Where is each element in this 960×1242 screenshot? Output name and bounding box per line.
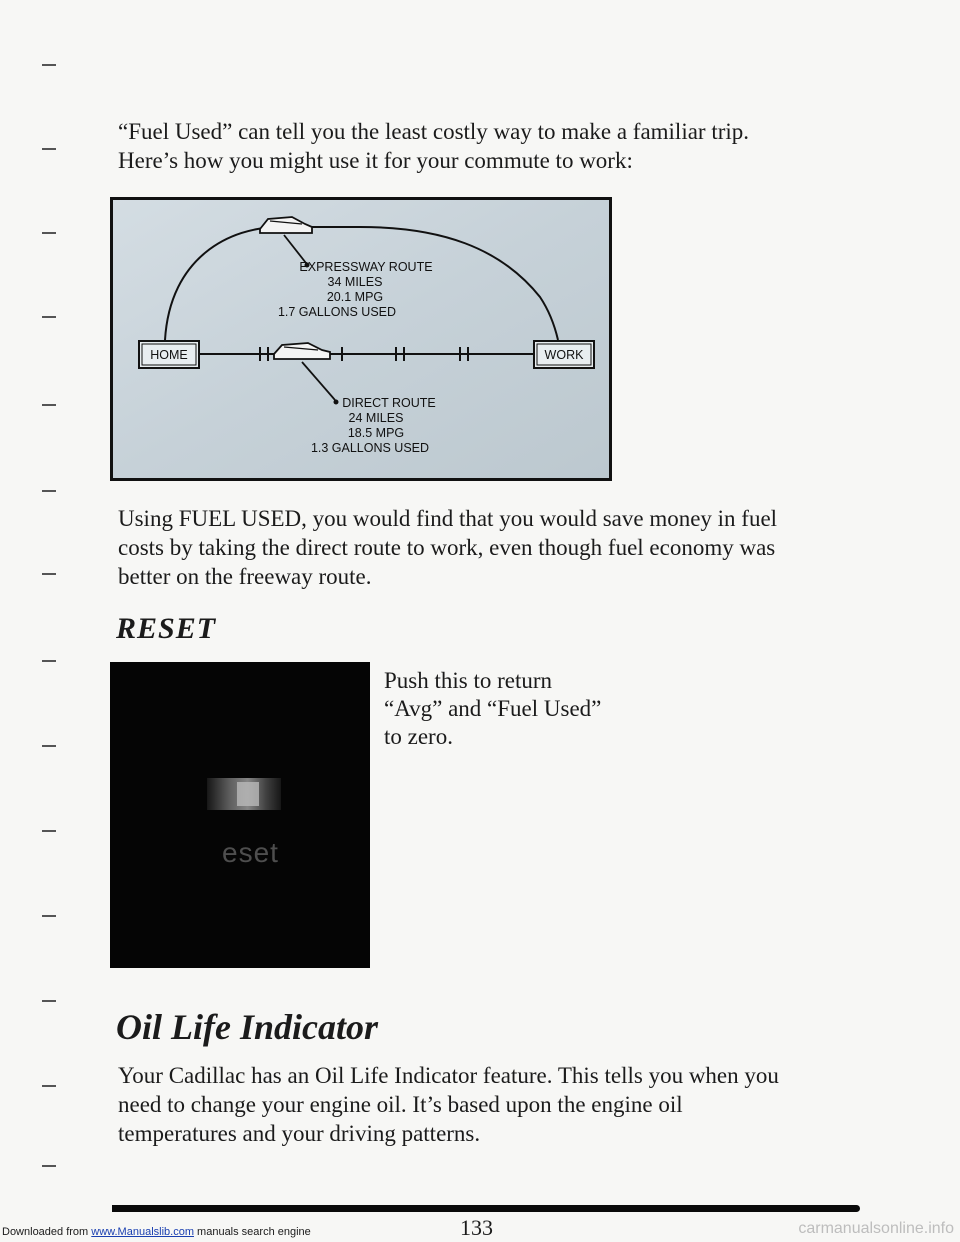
direct-miles: 24 MILES — [348, 411, 404, 425]
watermark: carmanualsonline.info — [798, 1220, 954, 1237]
route-diagram — [110, 197, 612, 481]
downloaded-from-text: Downloaded from — [2, 1226, 89, 1238]
download-attribution — [2, 1226, 311, 1238]
home-label: HOME — [150, 348, 188, 362]
margin-tick — [42, 404, 56, 406]
caption-line: to zero. — [384, 724, 453, 749]
margin-tick — [42, 830, 56, 832]
tagline-text: manuals search engine — [197, 1226, 311, 1238]
margin-tick — [42, 148, 56, 150]
margin-tick — [42, 1000, 56, 1002]
reset-heading: RESET — [116, 612, 217, 645]
pointer-dot — [334, 400, 339, 405]
margin-tick — [42, 660, 56, 662]
caption-line: “Avg” and “Fuel Used” — [384, 696, 602, 721]
direct-gallons: 1.3 GALLONS USED — [310, 441, 430, 455]
paragraph-line: temperatures and your driving patterns. — [118, 1121, 481, 1146]
paragraph-line: Using FUEL USED, you would find that you would save money in fuel — [118, 506, 778, 531]
margin-tick — [42, 490, 56, 492]
expressway-gallons: 1.7 GALLONS USED — [277, 305, 397, 319]
reset-caption — [384, 667, 644, 751]
intro-line: Here’s how you might use it for your commute to work: — [118, 148, 633, 173]
reset-button-highlight-bright — [237, 782, 259, 806]
margin-tick — [42, 232, 56, 234]
caption-line: Push this to return — [384, 668, 553, 693]
intro-paragraph — [118, 117, 838, 175]
margin-tick — [42, 573, 56, 575]
footer-rule — [112, 1205, 860, 1212]
margin-tick — [42, 745, 56, 747]
paragraph-line: costs by taking the direct route to work, even though fuel economy was — [118, 535, 776, 560]
direct-mpg: 18.5 MPG — [347, 426, 405, 440]
margin-tick — [42, 915, 56, 917]
margin-tick — [42, 1085, 56, 1087]
direct-title: DIRECT ROUTE — [342, 396, 436, 410]
oil-life-paragraph — [118, 1061, 838, 1148]
margin-tick — [42, 316, 56, 318]
expressway-title: EXPRESSWAY ROUTE — [299, 260, 433, 274]
intro-line: “Fuel Used” can tell you the least costly way to make a familiar trip. — [118, 119, 750, 144]
expressway-mpg: 20.1 MPG — [326, 290, 384, 304]
reset-button-photo — [110, 662, 370, 968]
manualslib-link[interactable]: www.Manualslib.com — [91, 1226, 194, 1238]
work-label: WORK — [544, 348, 584, 362]
expressway-miles: 34 MILES — [327, 275, 383, 289]
margin-tick — [42, 64, 56, 66]
reset-button-text: eset — [222, 837, 279, 868]
margin-tick — [42, 1165, 56, 1167]
paragraph-line: need to change your engine oil. It’s based upon the engine oil — [118, 1092, 683, 1117]
oil-life-heading: Oil Life Indicator — [116, 1007, 378, 1047]
paragraph-line: better on the freeway route. — [118, 564, 372, 589]
fuel-used-explanation — [118, 504, 838, 591]
paragraph-line: Your Cadillac has an Oil Life Indicator feature. This tells you when you — [118, 1063, 779, 1088]
page-number: 133 — [460, 1215, 493, 1240]
